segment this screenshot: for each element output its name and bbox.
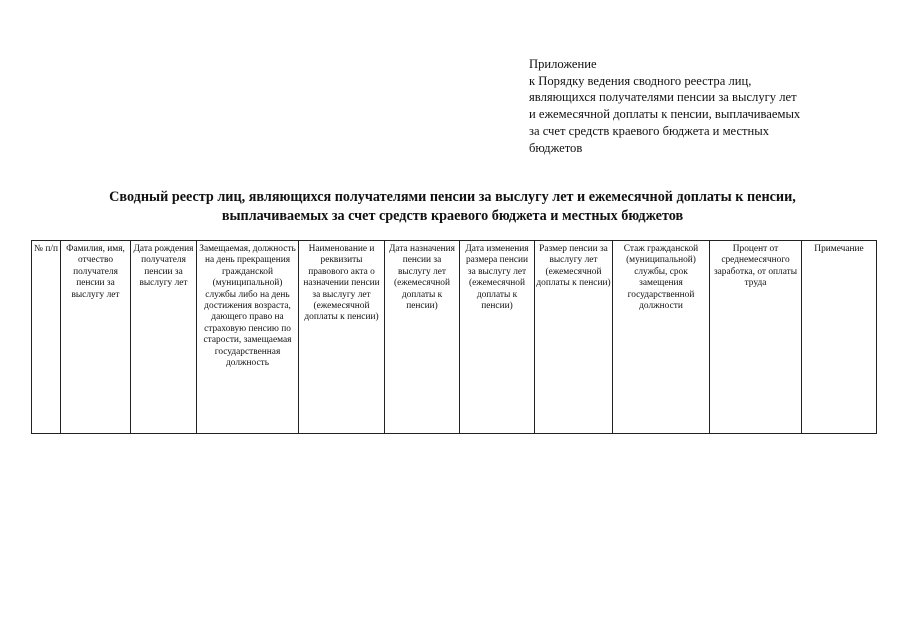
appendix-block [529, 56, 879, 156]
appendix-line: и ежемесячной доплаты к пенсии, выплачиваемых [529, 107, 801, 122]
header-row [32, 241, 877, 434]
registry-table [31, 240, 877, 434]
header-cell-earnings-percent: Процент от среднемесячного заработка, от оплаты труда [710, 241, 802, 434]
header-cell-pension-amount: Размер пенсии за выслугу лет (ежемесячной доплаты к пенсии) [535, 241, 613, 434]
header-cell-position: Замещаемая, должность на день прекращения гражданской (муниципальной) службы либо на день достижения возраста, дающего право на страховую пенсию по старости, замещаемая государственная должность [197, 241, 299, 434]
appendix-line: бюджетов [529, 140, 583, 155]
title-line: Сводный реестр лиц, являющихся получателями пенсии за выслугу лет и ежемесячной доплаты к пенсии, [109, 189, 796, 205]
appendix-line: Приложение [529, 57, 597, 71]
header-cell-legal-act: Наименование и реквизиты правового акта о назначении пенсии за выслугу лет (ежемесячной доплаты к пенсии) [299, 241, 385, 434]
header-cell-change-date: Дата изменения размера пенсии за выслугу лет (ежемесячной доплаты к пенсии) [460, 241, 535, 434]
header-cell-full-name: Фамилия, имя, отчество получателя пенсии за выслугу лет [61, 241, 131, 434]
header-cell-number: № п/п [32, 241, 61, 434]
header-cell-birth-date: Дата рождения получателя пенсии за выслугу лет [131, 241, 197, 434]
header-cell-note: Примечание [802, 241, 877, 434]
appendix-line: за счет средств краевого бюджета и местных [529, 123, 770, 138]
appendix-line: являющихся получателями пенсии за выслугу лет [529, 90, 797, 105]
appendix-line: к Порядку ведения сводного реестра лиц, [529, 73, 752, 88]
header-cell-assignment-date: Дата назначения пенсии за выслугу лет (ежемесячной доплаты к пенсии) [385, 241, 460, 434]
title-line: выплачиваемых за счет средств краевого бюджета и местных бюджетов [221, 208, 684, 224]
document-title [30, 188, 875, 226]
header-cell-service-length: Стаж гражданской (муниципальной) службы, срок замещения государственной должности [613, 241, 710, 434]
